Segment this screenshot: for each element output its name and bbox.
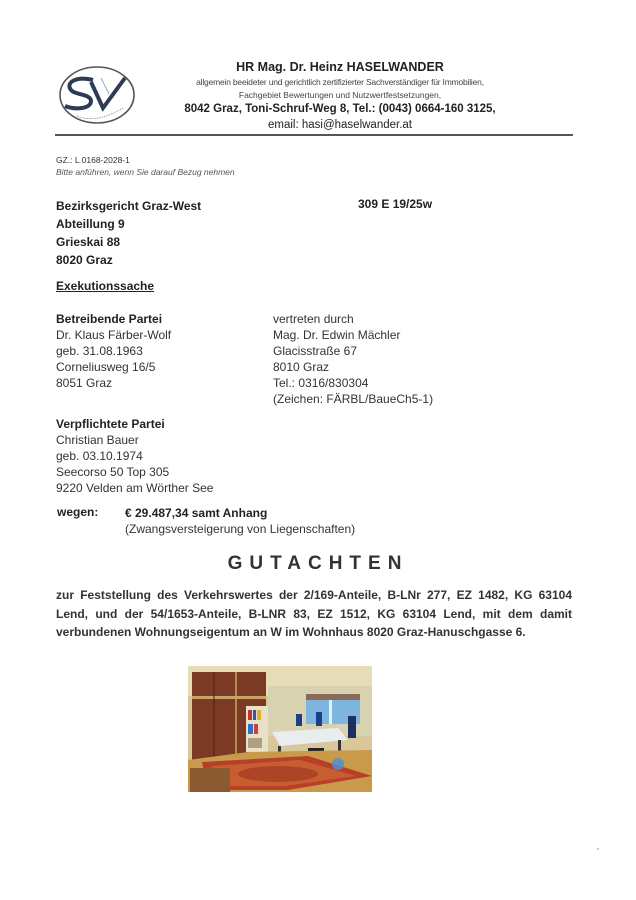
document-title: GUTACHTEN [227,553,409,574]
sv-logo [57,64,137,126]
representative-line: Tel.: 0316/830304 [273,376,369,390]
header-divider [55,134,573,136]
creditor-line: 8051 Graz [56,376,113,390]
court-line: 8020 Graz [56,253,113,267]
expert-email-line [140,119,540,131]
representative-line: 8010 Graz [273,360,330,374]
court-address [56,197,201,269]
debtor-line: Seecorso 50 Top 305 [56,465,170,479]
court-line: Abteillung 9 [56,217,125,231]
creditor-line: geb. 31.08.1963 [56,344,143,358]
representative-line: Mag. Dr. Edwin Mächler [273,328,401,342]
reference-note: Bitte anführen, wenn Sie darauf Bezug nehmen [56,167,235,177]
debtor-title: Verpflichtete Partei [56,417,165,431]
email-label: email: [267,119,302,131]
creditor-line: Corneliusweg 16/5 [56,360,156,374]
matter-heading: Exekutionssache [56,279,155,293]
debtor-line: geb. 03.10.1974 [56,449,143,463]
representative-block [273,311,433,407]
claim-note: (Zwangsversteigerung von Liegenschaften) [125,522,356,536]
debtor-line: Christian Bauer [56,433,139,447]
creditor-block [56,311,171,391]
debtor-block [56,416,213,496]
representative-line: (Zeichen: FÄRBL/BaueCh5-1) [273,392,434,406]
court-line: Bezirksgericht Graz-West [56,199,202,213]
representative-line: vertreten durch [273,312,354,326]
expert-name: HR Mag. Dr. Heinz HASELWANDER [236,60,444,74]
property-photo [188,666,372,792]
claim-block [125,505,355,537]
appraisal-subject: zur Feststellung des Verkehrswertes der 2/169-Anteile, B-LNr 277, EZ 1482, KG 63104 Lend, und der 54/1653-Anteile, B-LNR 83, EZ 1512, KG 63104 Lend, mit dem damit verbundenen Wohnungseigentum an W im Wohnhaus 8020 Graz-Hanuschgasse 6. [56,588,572,639]
debtor-line: 9220 Velden am Wörther See [56,481,214,495]
scan-speck [597,848,599,850]
creditor-title: Betreibende Partei [56,312,163,326]
claim-amount: € 29.487,34 samt Anhang [125,506,268,520]
case-number: 309 E 19/25w [358,197,433,211]
expert-field: Fachgebiet Bewertungen und Nutzwertfestsetzungen, [238,90,442,100]
expert-qualification: allgemein beeideter und gerichtlich zertifizierter Sachverständiger für Immobilien, [196,77,484,87]
claim-label: wegen: [57,505,99,519]
reference-number: GZ.: L 0168-2028-1 [56,155,130,165]
expert-address: 8042 Graz, Toni-Schruf-Weg 8, Tel.: (0043) 0664-160 3125, [184,103,496,115]
email-link[interactable]: hasi@haselwander.at [301,119,412,131]
creditor-line: Dr. Klaus Färber-Wolf [56,328,172,342]
representative-line: Glacisstraße 67 [273,344,358,358]
court-line: Grieskai 88 [56,235,121,249]
